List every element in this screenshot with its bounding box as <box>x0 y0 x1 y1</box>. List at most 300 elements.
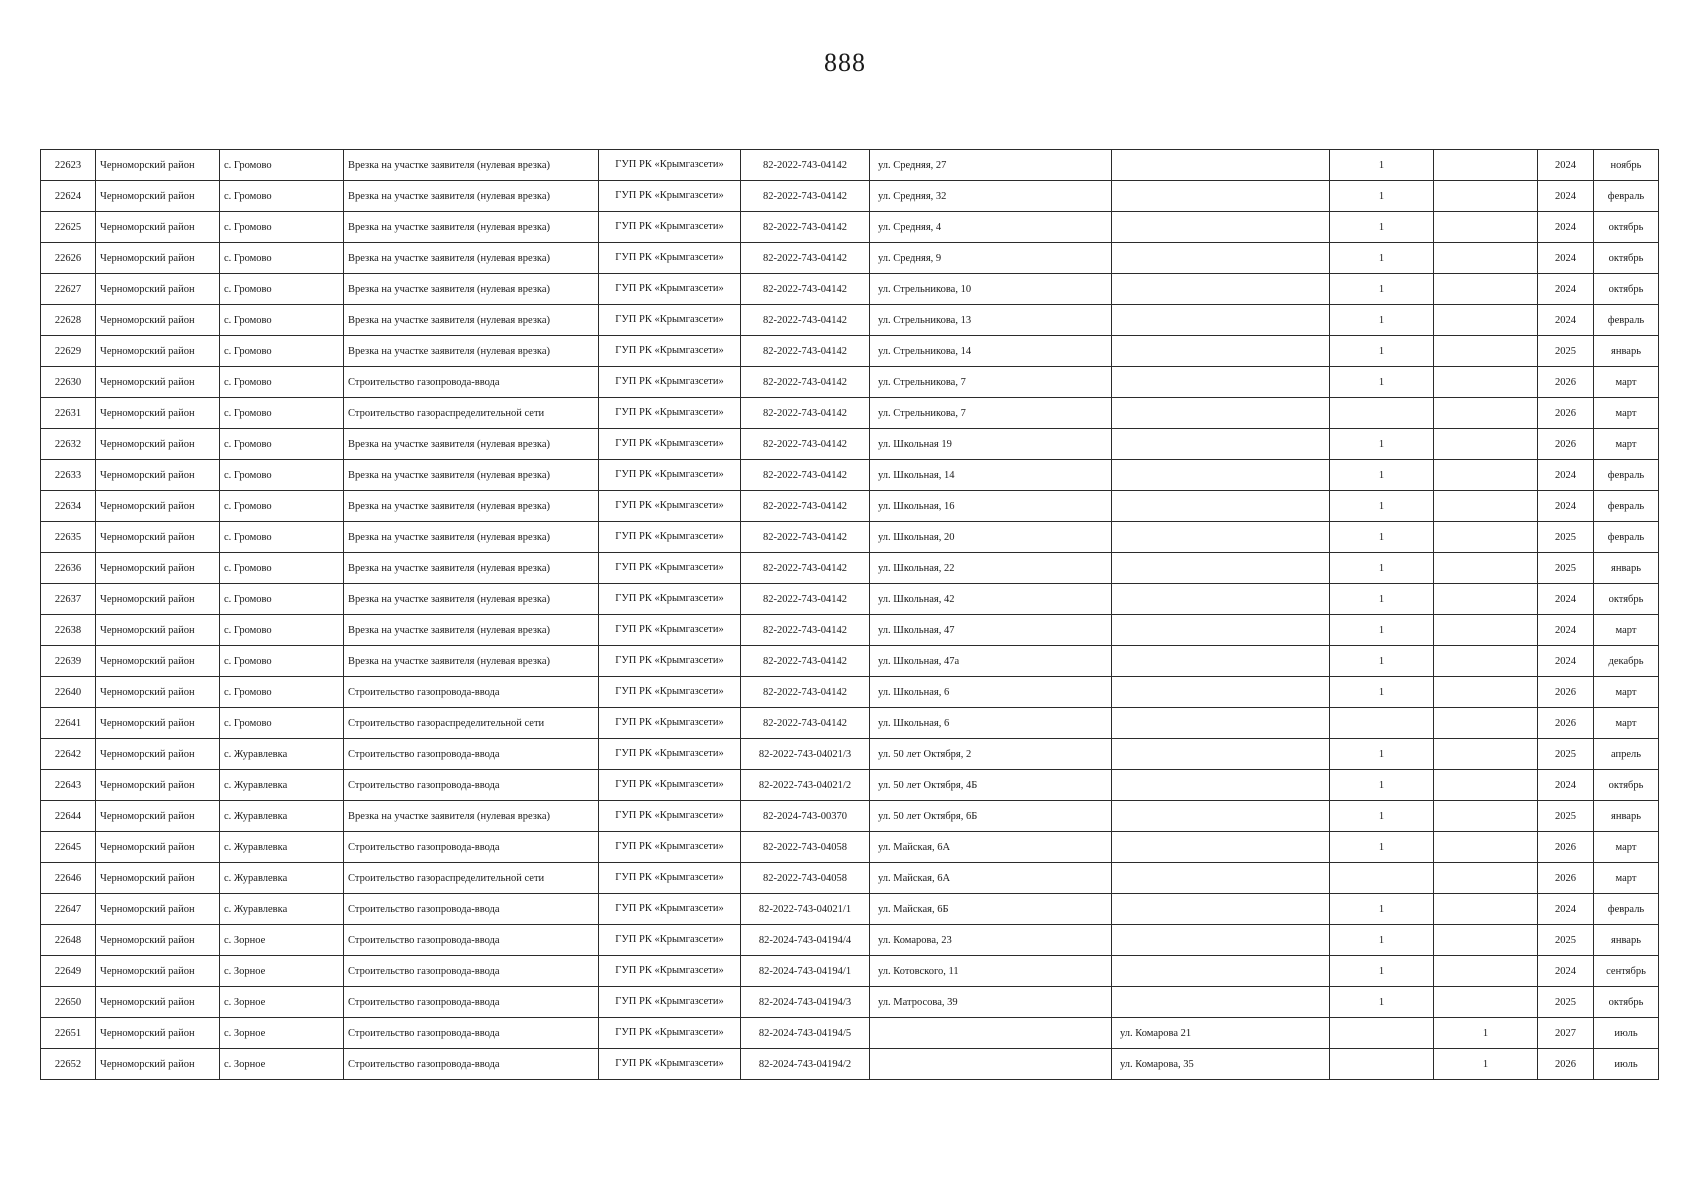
cell-quantity <box>1330 398 1434 429</box>
cell-address: ул. Майская, 6А <box>870 832 1112 863</box>
table-row <box>41 243 1659 274</box>
cell-settlement: с. Громово <box>220 491 344 522</box>
cell-address: ул. 50 лет Октября, 4Б <box>870 770 1112 801</box>
cell-year: 2026 <box>1538 429 1594 460</box>
cell-quantity-alt <box>1434 460 1538 491</box>
cell-address-alt <box>1112 181 1330 212</box>
cell-quantity <box>1330 1049 1434 1080</box>
cell-application-code: 82-2022-743-04142 <box>741 584 870 615</box>
cell-organization: ГУП РК «Крымгазсети» <box>599 150 741 181</box>
cell-number: 22651 <box>41 1018 96 1049</box>
cell-organization: ГУП РК «Крымгазсети» <box>599 677 741 708</box>
cell-month: январь <box>1594 925 1659 956</box>
table-row <box>41 677 1659 708</box>
cell-settlement: с. Зорное <box>220 987 344 1018</box>
cell-quantity: 1 <box>1330 832 1434 863</box>
cell-address: ул. Школьная, 14 <box>870 460 1112 491</box>
cell-settlement: с. Громово <box>220 398 344 429</box>
cell-address-alt <box>1112 646 1330 677</box>
cell-address-alt <box>1112 150 1330 181</box>
cell-work-type: Врезка на участке заявителя (нулевая врезка) <box>344 212 599 243</box>
cell-district: Черноморский район <box>96 1018 220 1049</box>
cell-address: ул. Средняя, 27 <box>870 150 1112 181</box>
cell-address: ул. 50 лет Октября, 2 <box>870 739 1112 770</box>
cell-quantity-alt <box>1434 336 1538 367</box>
cell-application-code: 82-2022-743-04142 <box>741 212 870 243</box>
cell-organization: ГУП РК «Крымгазсети» <box>599 243 741 274</box>
cell-quantity: 1 <box>1330 584 1434 615</box>
cell-address <box>870 1049 1112 1080</box>
page-number: 888 <box>824 48 866 77</box>
cell-year: 2024 <box>1538 584 1594 615</box>
cell-year: 2024 <box>1538 770 1594 801</box>
table-row <box>41 801 1659 832</box>
cell-application-code: 82-2022-743-04021/2 <box>741 770 870 801</box>
cell-month: октябрь <box>1594 274 1659 305</box>
cell-address-alt <box>1112 801 1330 832</box>
cell-work-type: Врезка на участке заявителя (нулевая врезка) <box>344 522 599 553</box>
cell-application-code: 82-2022-743-04142 <box>741 677 870 708</box>
cell-work-type: Строительство газопровода-ввода <box>344 1018 599 1049</box>
cell-work-type: Строительство газопровода-ввода <box>344 677 599 708</box>
cell-settlement: с. Зорное <box>220 1018 344 1049</box>
cell-settlement: с. Громово <box>220 305 344 336</box>
cell-number: 22650 <box>41 987 96 1018</box>
cell-number: 22638 <box>41 615 96 646</box>
cell-work-type: Строительство газопровода-ввода <box>344 1049 599 1080</box>
cell-month: декабрь <box>1594 646 1659 677</box>
cell-organization: ГУП РК «Крымгазсети» <box>599 460 741 491</box>
cell-application-code: 82-2024-743-04194/3 <box>741 987 870 1018</box>
cell-quantity-alt <box>1434 491 1538 522</box>
cell-district: Черноморский район <box>96 832 220 863</box>
cell-settlement: с. Зорное <box>220 925 344 956</box>
table-row <box>41 212 1659 243</box>
table-row <box>41 894 1659 925</box>
cell-application-code: 82-2022-743-04142 <box>741 274 870 305</box>
cell-district: Черноморский район <box>96 212 220 243</box>
cell-number: 22648 <box>41 925 96 956</box>
register-table <box>40 149 1659 1080</box>
cell-year: 2027 <box>1538 1018 1594 1049</box>
cell-address-alt <box>1112 398 1330 429</box>
cell-work-type: Врезка на участке заявителя (нулевая врезка) <box>344 336 599 367</box>
cell-address-alt: ул. Комарова 21 <box>1112 1018 1330 1049</box>
table-row <box>41 646 1659 677</box>
cell-work-type: Строительство газораспределительной сети <box>344 398 599 429</box>
cell-address: ул. 50 лет Октября, 6Б <box>870 801 1112 832</box>
cell-address: ул. Школьная, 6 <box>870 677 1112 708</box>
table-row <box>41 305 1659 336</box>
cell-number: 22642 <box>41 739 96 770</box>
cell-address: ул. Средняя, 4 <box>870 212 1112 243</box>
cell-settlement: с. Журавлевка <box>220 894 344 925</box>
cell-month: март <box>1594 863 1659 894</box>
cell-month: март <box>1594 708 1659 739</box>
cell-settlement: с. Громово <box>220 460 344 491</box>
cell-address-alt <box>1112 336 1330 367</box>
table-row <box>41 336 1659 367</box>
cell-district: Черноморский район <box>96 739 220 770</box>
cell-work-type: Врезка на участке заявителя (нулевая врезка) <box>344 150 599 181</box>
cell-work-type: Строительство газопровода-ввода <box>344 956 599 987</box>
cell-address: ул. Школьная, 20 <box>870 522 1112 553</box>
cell-quantity: 1 <box>1330 305 1434 336</box>
cell-settlement: с. Журавлевка <box>220 832 344 863</box>
table-row <box>41 1018 1659 1049</box>
cell-application-code: 82-2024-743-04194/1 <box>741 956 870 987</box>
table-row <box>41 739 1659 770</box>
cell-application-code: 82-2022-743-04142 <box>741 460 870 491</box>
cell-month: февраль <box>1594 181 1659 212</box>
cell-quantity: 1 <box>1330 987 1434 1018</box>
cell-organization: ГУП РК «Крымгазсети» <box>599 584 741 615</box>
cell-number: 22645 <box>41 832 96 863</box>
cell-year: 2024 <box>1538 212 1594 243</box>
cell-application-code: 82-2022-743-04142 <box>741 336 870 367</box>
cell-organization: ГУП РК «Крымгазсети» <box>599 894 741 925</box>
cell-quantity: 1 <box>1330 181 1434 212</box>
cell-organization: ГУП РК «Крымгазсети» <box>599 212 741 243</box>
cell-quantity-alt <box>1434 367 1538 398</box>
cell-number: 22633 <box>41 460 96 491</box>
cell-settlement: с. Громово <box>220 212 344 243</box>
cell-address-alt <box>1112 429 1330 460</box>
table-row <box>41 553 1659 584</box>
cell-address <box>870 1018 1112 1049</box>
cell-organization: ГУП РК «Крымгазсети» <box>599 863 741 894</box>
cell-quantity-alt <box>1434 615 1538 646</box>
cell-organization: ГУП РК «Крымгазсети» <box>599 1018 741 1049</box>
cell-month: октябрь <box>1594 770 1659 801</box>
cell-address: ул. Майская, 6А <box>870 863 1112 894</box>
cell-address-alt: ул. Комарова, 35 <box>1112 1049 1330 1080</box>
cell-address: ул. Стрельникова, 14 <box>870 336 1112 367</box>
table-row <box>41 460 1659 491</box>
cell-number: 22643 <box>41 770 96 801</box>
cell-organization: ГУП РК «Крымгазсети» <box>599 770 741 801</box>
cell-number: 22626 <box>41 243 96 274</box>
cell-number: 22635 <box>41 522 96 553</box>
cell-settlement: с. Журавлевка <box>220 739 344 770</box>
cell-month: март <box>1594 615 1659 646</box>
cell-quantity-alt <box>1434 708 1538 739</box>
cell-quantity-alt <box>1434 925 1538 956</box>
cell-number: 22649 <box>41 956 96 987</box>
cell-address-alt <box>1112 460 1330 491</box>
cell-quantity <box>1330 1018 1434 1049</box>
cell-application-code: 82-2022-743-04058 <box>741 863 870 894</box>
cell-address-alt <box>1112 925 1330 956</box>
cell-organization: ГУП РК «Крымгазсети» <box>599 305 741 336</box>
cell-application-code: 82-2022-743-04142 <box>741 615 870 646</box>
cell-organization: ГУП РК «Крымгазсети» <box>599 367 741 398</box>
cell-number: 22646 <box>41 863 96 894</box>
cell-year: 2026 <box>1538 832 1594 863</box>
cell-address-alt <box>1112 739 1330 770</box>
cell-quantity-alt: 1 <box>1434 1049 1538 1080</box>
cell-address-alt <box>1112 987 1330 1018</box>
cell-district: Черноморский район <box>96 894 220 925</box>
cell-quantity <box>1330 708 1434 739</box>
cell-address-alt <box>1112 212 1330 243</box>
cell-district: Черноморский район <box>96 460 220 491</box>
cell-number: 22629 <box>41 336 96 367</box>
cell-year: 2024 <box>1538 956 1594 987</box>
cell-year: 2024 <box>1538 243 1594 274</box>
cell-address: ул. Стрельникова, 13 <box>870 305 1112 336</box>
table-row <box>41 584 1659 615</box>
cell-number: 22627 <box>41 274 96 305</box>
cell-application-code: 82-2024-743-04194/4 <box>741 925 870 956</box>
cell-work-type: Врезка на участке заявителя (нулевая врезка) <box>344 274 599 305</box>
cell-address-alt <box>1112 584 1330 615</box>
cell-application-code: 82-2022-743-04142 <box>741 243 870 274</box>
cell-organization: ГУП РК «Крымгазсети» <box>599 181 741 212</box>
cell-district: Черноморский район <box>96 646 220 677</box>
cell-work-type: Строительство газопровода-ввода <box>344 832 599 863</box>
table-row <box>41 987 1659 1018</box>
cell-quantity-alt <box>1434 677 1538 708</box>
cell-month: июль <box>1594 1049 1659 1080</box>
cell-quantity: 1 <box>1330 243 1434 274</box>
register-body <box>41 150 1659 1080</box>
cell-year: 2024 <box>1538 181 1594 212</box>
cell-number: 22644 <box>41 801 96 832</box>
cell-number: 22634 <box>41 491 96 522</box>
cell-organization: ГУП РК «Крымгазсети» <box>599 336 741 367</box>
cell-year: 2024 <box>1538 460 1594 491</box>
cell-quantity-alt <box>1434 894 1538 925</box>
cell-year: 2025 <box>1538 522 1594 553</box>
cell-organization: ГУП РК «Крымгазсети» <box>599 801 741 832</box>
cell-quantity-alt <box>1434 398 1538 429</box>
cell-organization: ГУП РК «Крымгазсети» <box>599 708 741 739</box>
cell-month: февраль <box>1594 305 1659 336</box>
cell-number: 22630 <box>41 367 96 398</box>
cell-district: Черноморский район <box>96 336 220 367</box>
cell-address: ул. Средняя, 32 <box>870 181 1112 212</box>
cell-work-type: Врезка на участке заявителя (нулевая врезка) <box>344 243 599 274</box>
cell-settlement: с. Громово <box>220 367 344 398</box>
cell-organization: ГУП РК «Крымгазсети» <box>599 274 741 305</box>
table-row <box>41 398 1659 429</box>
cell-quantity-alt <box>1434 522 1538 553</box>
cell-quantity-alt <box>1434 274 1538 305</box>
cell-district: Черноморский район <box>96 677 220 708</box>
cell-address-alt <box>1112 243 1330 274</box>
cell-work-type: Врезка на участке заявителя (нулевая врезка) <box>344 801 599 832</box>
table-row <box>41 708 1659 739</box>
cell-application-code: 82-2022-743-04142 <box>741 305 870 336</box>
cell-settlement: с. Громово <box>220 584 344 615</box>
cell-address: ул. Матросова, 39 <box>870 987 1112 1018</box>
cell-number: 22624 <box>41 181 96 212</box>
cell-quantity: 1 <box>1330 925 1434 956</box>
cell-settlement: с. Громово <box>220 150 344 181</box>
cell-work-type: Строительство газопровода-ввода <box>344 925 599 956</box>
cell-year: 2024 <box>1538 491 1594 522</box>
table-row <box>41 832 1659 863</box>
cell-organization: ГУП РК «Крымгазсети» <box>599 429 741 460</box>
cell-month: октябрь <box>1594 584 1659 615</box>
cell-settlement: с. Громово <box>220 522 344 553</box>
cell-application-code: 82-2022-743-04142 <box>741 491 870 522</box>
cell-application-code: 82-2022-743-04142 <box>741 181 870 212</box>
cell-district: Черноморский район <box>96 522 220 553</box>
cell-address-alt <box>1112 677 1330 708</box>
cell-address-alt <box>1112 615 1330 646</box>
cell-organization: ГУП РК «Крымгазсети» <box>599 1049 741 1080</box>
cell-organization: ГУП РК «Крымгазсети» <box>599 398 741 429</box>
cell-district: Черноморский район <box>96 305 220 336</box>
cell-address: ул. Школьная, 47 <box>870 615 1112 646</box>
cell-address: ул. Школьная, 42 <box>870 584 1112 615</box>
cell-month: март <box>1594 367 1659 398</box>
table-row <box>41 615 1659 646</box>
cell-number: 22625 <box>41 212 96 243</box>
cell-address: ул. Школьная, 47а <box>870 646 1112 677</box>
cell-month: ноябрь <box>1594 150 1659 181</box>
cell-address: ул. Майская, 6Б <box>870 894 1112 925</box>
cell-district: Черноморский район <box>96 987 220 1018</box>
cell-address: ул. Школьная, 6 <box>870 708 1112 739</box>
cell-settlement: с. Зорное <box>220 956 344 987</box>
cell-year: 2026 <box>1538 677 1594 708</box>
cell-work-type: Врезка на участке заявителя (нулевая врезка) <box>344 491 599 522</box>
cell-application-code: 82-2022-743-04142 <box>741 429 870 460</box>
cell-quantity: 1 <box>1330 801 1434 832</box>
cell-quantity-alt <box>1434 212 1538 243</box>
cell-quantity: 1 <box>1330 677 1434 708</box>
cell-month: октябрь <box>1594 987 1659 1018</box>
cell-year: 2024 <box>1538 615 1594 646</box>
cell-address: ул. Стрельникова, 7 <box>870 398 1112 429</box>
cell-organization: ГУП РК «Крымгазсети» <box>599 987 741 1018</box>
cell-number: 22636 <box>41 553 96 584</box>
cell-address: ул. Котовского, 11 <box>870 956 1112 987</box>
cell-number: 22632 <box>41 429 96 460</box>
cell-month: февраль <box>1594 894 1659 925</box>
cell-quantity-alt <box>1434 801 1538 832</box>
cell-quantity: 1 <box>1330 336 1434 367</box>
cell-work-type: Строительство газораспределительной сети <box>344 863 599 894</box>
cell-month: февраль <box>1594 491 1659 522</box>
cell-address-alt <box>1112 553 1330 584</box>
cell-application-code: 82-2024-743-04194/5 <box>741 1018 870 1049</box>
cell-month: январь <box>1594 553 1659 584</box>
cell-month: январь <box>1594 336 1659 367</box>
cell-work-type: Строительство газопровода-ввода <box>344 894 599 925</box>
cell-settlement: с. Зорное <box>220 1049 344 1080</box>
cell-quantity: 1 <box>1330 212 1434 243</box>
cell-quantity: 1 <box>1330 894 1434 925</box>
cell-district: Черноморский район <box>96 398 220 429</box>
cell-organization: ГУП РК «Крымгазсети» <box>599 739 741 770</box>
cell-address: ул. Школьная, 22 <box>870 553 1112 584</box>
cell-month: февраль <box>1594 522 1659 553</box>
cell-quantity: 1 <box>1330 429 1434 460</box>
cell-quantity: 1 <box>1330 274 1434 305</box>
cell-quantity-alt <box>1434 832 1538 863</box>
table-row <box>41 925 1659 956</box>
cell-settlement: с. Громово <box>220 708 344 739</box>
cell-quantity-alt: 1 <box>1434 1018 1538 1049</box>
cell-month: июль <box>1594 1018 1659 1049</box>
cell-number: 22623 <box>41 150 96 181</box>
cell-organization: ГУП РК «Крымгазсети» <box>599 646 741 677</box>
cell-district: Черноморский район <box>96 274 220 305</box>
cell-settlement: с. Журавлевка <box>220 770 344 801</box>
cell-quantity: 1 <box>1330 460 1434 491</box>
cell-work-type: Врезка на участке заявителя (нулевая врезка) <box>344 646 599 677</box>
cell-year: 2024 <box>1538 150 1594 181</box>
cell-year: 2025 <box>1538 739 1594 770</box>
cell-quantity-alt <box>1434 305 1538 336</box>
cell-year: 2024 <box>1538 305 1594 336</box>
cell-month: март <box>1594 429 1659 460</box>
cell-number: 22639 <box>41 646 96 677</box>
cell-address-alt <box>1112 491 1330 522</box>
cell-application-code: 82-2022-743-04058 <box>741 832 870 863</box>
cell-quantity-alt <box>1434 243 1538 274</box>
cell-district: Черноморский район <box>96 429 220 460</box>
cell-year: 2025 <box>1538 987 1594 1018</box>
cell-settlement: с. Журавлевка <box>220 863 344 894</box>
cell-quantity-alt <box>1434 429 1538 460</box>
cell-address-alt <box>1112 894 1330 925</box>
cell-month: март <box>1594 398 1659 429</box>
cell-district: Черноморский район <box>96 491 220 522</box>
cell-quantity-alt <box>1434 863 1538 894</box>
cell-settlement: с. Громово <box>220 243 344 274</box>
cell-address-alt <box>1112 274 1330 305</box>
cell-year: 2024 <box>1538 646 1594 677</box>
cell-address: ул. Стрельникова, 10 <box>870 274 1112 305</box>
cell-district: Черноморский район <box>96 615 220 646</box>
cell-quantity: 1 <box>1330 491 1434 522</box>
cell-address-alt <box>1112 863 1330 894</box>
cell-settlement: с. Громово <box>220 181 344 212</box>
cell-settlement: с. Громово <box>220 646 344 677</box>
table-row <box>41 274 1659 305</box>
cell-work-type: Врезка на участке заявителя (нулевая врезка) <box>344 429 599 460</box>
cell-number: 22628 <box>41 305 96 336</box>
cell-address-alt <box>1112 770 1330 801</box>
cell-district: Черноморский район <box>96 801 220 832</box>
cell-application-code: 82-2024-743-00370 <box>741 801 870 832</box>
cell-address: ул. Школьная 19 <box>870 429 1112 460</box>
cell-settlement: с. Громово <box>220 336 344 367</box>
cell-number: 22637 <box>41 584 96 615</box>
cell-quantity <box>1330 863 1434 894</box>
cell-year: 2025 <box>1538 801 1594 832</box>
cell-district: Черноморский район <box>96 553 220 584</box>
cell-address: ул. Средняя, 9 <box>870 243 1112 274</box>
cell-organization: ГУП РК «Крымгазсети» <box>599 491 741 522</box>
cell-quantity: 1 <box>1330 646 1434 677</box>
cell-work-type: Врезка на участке заявителя (нулевая врезка) <box>344 181 599 212</box>
cell-work-type: Строительство газораспределительной сети <box>344 708 599 739</box>
cell-district: Черноморский район <box>96 956 220 987</box>
cell-number: 22647 <box>41 894 96 925</box>
table-row <box>41 491 1659 522</box>
cell-district: Черноморский район <box>96 243 220 274</box>
cell-quantity: 1 <box>1330 739 1434 770</box>
table-row <box>41 367 1659 398</box>
cell-organization: ГУП РК «Крымгазсети» <box>599 522 741 553</box>
cell-year: 2025 <box>1538 925 1594 956</box>
